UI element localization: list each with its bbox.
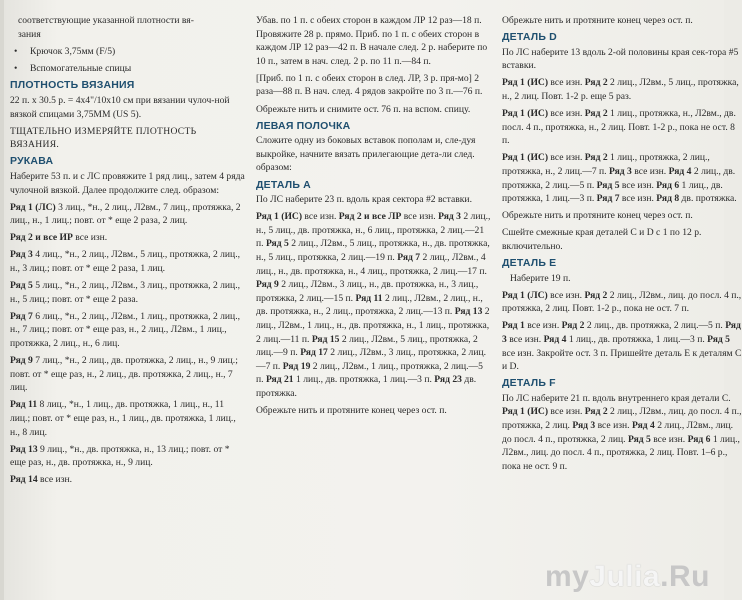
- row-instruction: [10, 279, 246, 306]
- row-text: 2 лиц., Л2вм., 5 лиц., протяжка, н., 2 лиц. Повт. 1-2 р. еще 5 раз.: [502, 77, 739, 102]
- row-label: Ряд 3: [572, 420, 596, 432]
- column-3: [502, 14, 742, 477]
- row-label: Ряд 1 (ИС): [502, 77, 549, 89]
- paragraph: Наберите 19 п.: [510, 272, 571, 284]
- row-instruction: [10, 473, 246, 487]
- row-label: Ряд 11: [355, 292, 383, 304]
- row-label: Ряд 1 (ЛС): [10, 201, 56, 213]
- row-label: Ряд 9: [256, 279, 279, 291]
- row-label: Ряд 2: [584, 77, 608, 89]
- paragraph: Обрежьте нить и протяните конец через ост. п.: [502, 15, 693, 26]
- row-label: Ряд 1 (ИС): [502, 108, 549, 120]
- row-instruction: [10, 201, 246, 228]
- row-text: все изн.: [548, 406, 585, 418]
- section-heading: РУКАВА: [10, 155, 54, 168]
- row-text: все изн.: [548, 152, 585, 164]
- row-text: 2 лиц., Л2вм., 2 лиц., н., дв. протяжка, н., 2 лиц., протяжка, 2 лиц.—13 п.: [256, 292, 483, 318]
- row-text: 2 лиц., Л2вм., лиц. до посл. 4 п., протяжка, 2 лиц.: [502, 420, 734, 445]
- row-text: дв. протяжка.: [256, 374, 477, 399]
- row-text: все изн.: [631, 165, 669, 177]
- row-instructions-block: [256, 210, 492, 400]
- column-2: [256, 14, 492, 421]
- row-text: 5 лиц., *н., 2 лиц., Л2вм., 3 лиц., протяжка, 2 лиц., н., 5 лиц.; повт. от * еще 2 раза.: [10, 280, 240, 305]
- paragraph: Убав. по 1 п. с обеих сторон в каждом ЛР 12 раз—18 п. Провяжите 28 р. прямо. Приб. по 1 п. с обеих сторон в каждом ЛР 12 раз—42 п. В начале след. 2 р. наберите по 10 п., затем в нач. след. 2 р. по 11 п.—84 п.: [256, 15, 488, 67]
- row-label: Ряд 1 (ИС): [502, 152, 549, 164]
- row-text: 1 лиц., протяжка, 2 лиц., протяжка, н., 2 лиц.—7 п.: [502, 152, 710, 177]
- row-text: все изн.: [401, 211, 439, 223]
- section-heading: ЛЕВАЯ ПОЛОЧКА: [256, 119, 351, 132]
- row-text: все изн.: [650, 433, 688, 445]
- row-text: все изн.: [619, 179, 657, 191]
- row-label: Ряд 8: [656, 193, 680, 205]
- row-label: Ряд 15: [311, 333, 340, 345]
- paragraph: Обрежьте нить и протяните конец через ост. п.: [502, 210, 693, 222]
- row-text: По ЛС наберите 21 п. вдоль внутреннего края детали С.: [502, 392, 731, 404]
- section-heading: ДЕТАЛЬ F: [502, 377, 556, 390]
- row-text: 2 лиц., Л2вм., 3 лиц., протяжка, 2 лиц.—7 п.: [256, 347, 486, 372]
- row-text: 1 лиц., дв. протяжка, 1 лиц.—3 п.: [293, 374, 435, 386]
- row-text: 2 лиц., дв. протяжка, 2 лиц.—5 п.: [584, 320, 726, 332]
- row-label: Ряд 21: [265, 374, 294, 386]
- row-instruction: [10, 443, 246, 470]
- row-text: дв. протяжка.: [679, 193, 737, 205]
- row-instruction: [10, 354, 246, 395]
- row-label: Ряд 19: [282, 360, 311, 372]
- row-instruction: [502, 107, 742, 148]
- row-label: Ряд 4: [543, 333, 567, 345]
- row-label: Ряд 1 (ИС): [502, 406, 549, 418]
- row-text: все изн.: [595, 420, 632, 432]
- row-text: все изн.: [619, 193, 657, 205]
- row-text: все изн.: [506, 333, 544, 345]
- paragraph: Сложите одну из боковых вставок пополам и, сле-дуя выкройке, начните вязать прилегающие дета-ли след. образом:: [256, 135, 476, 174]
- row-text: 2 лиц., Л2вм., лиц. до посл. 4 п., протяжка, 2 лиц. Повт. 1-2 р., пока не ост. 7 п.: [502, 289, 742, 315]
- row-label: Ряд 13: [10, 443, 38, 455]
- logo-part: my: [544, 560, 590, 593]
- paragraph: По ЛС наберите 13 вдоль 2-ой половины края сек-тора #5 вставки.: [502, 46, 739, 72]
- row-text: 2 лиц., Л2вм., 5 лиц., протяжка, 2 лиц.—9 п.: [256, 333, 478, 359]
- logo-part: .Ru: [660, 560, 710, 593]
- row-text: все изн. Закройте ост. 3 п. Пришейте деталь Е к деталям С и D.: [502, 347, 742, 373]
- row-label: Ряд 7: [596, 193, 620, 205]
- row-text: 2 лиц., Л2вм., 1 лиц., н., дв. протяжка, н., 1 лиц., протяжка, 2 лиц.—11 п.: [256, 306, 490, 345]
- row-instruction: [10, 248, 246, 275]
- row-text: 3 лиц., *н., 2 лиц., Л2вм., 7 лиц., протяжка, 2 лиц., н., 1 лиц.; повт. от * еще 2 раза, 2 лиц.: [10, 201, 241, 227]
- row-label: Ряд 2: [584, 152, 608, 164]
- row-text: 4 лиц., *н., 2 лиц., Л2вм., 5 лиц., протяжка, 2 лиц., н., 3 лиц.; повт. от * еще 2 раза, 1 лиц.: [10, 249, 240, 274]
- row-text: 1 лиц., дв. протяжка, 1 лиц.—3 п.: [566, 333, 708, 345]
- row-text: 1 лиц., протяжка, н., Л2вм., дв. посл. 4 п., протяжка, н., 2 лиц. Повт. 1-2 р., пока не ост. 8 п.: [502, 108, 736, 147]
- row-text: все изн.: [72, 232, 108, 244]
- row-text: все изн.: [524, 320, 562, 332]
- row-label: Ряд 7: [10, 310, 33, 322]
- paragraph: Обрежьте нить и протяните конец через ост. п.: [256, 405, 447, 417]
- row-text: 2 лиц., Л2вм., 3 лиц., н., дв. протяжка, н., 3 лиц., протяжка, 2 лиц.—15 п.: [256, 279, 479, 304]
- row-label: Ряд 4: [668, 165, 692, 177]
- row-instruction: [502, 319, 742, 373]
- section-heading: ДЕТАЛЬ А: [256, 178, 311, 191]
- section-heading: ПЛОТНОСТЬ ВЯЗАНИЯ: [10, 79, 135, 92]
- text-line: зания: [18, 29, 41, 41]
- row-label: Ряд 2: [584, 289, 608, 301]
- row-text: все изн.: [548, 108, 585, 120]
- row-label: Ряд 2 и все ЛР: [338, 211, 402, 223]
- row-label: Ряд 11: [10, 399, 38, 411]
- logo-part: Julia: [589, 560, 661, 593]
- section-heading: ДЕТАЛЬ E: [502, 257, 557, 269]
- row-text: 2 лиц., дв. протяжка, 2 лиц.—5 п.: [502, 165, 736, 191]
- row-text: все изн.: [548, 77, 585, 89]
- row-instruction: [10, 310, 246, 351]
- row-text: 1 лиц., Л2вм., лиц. до посл. 4 п., протяжка, 2 лиц. Повт. 1–6 р., пока не ост. 9 п.: [502, 433, 740, 472]
- row-text: 2 лиц., Л2вм., лиц. до посл. 4 п., протяжка, 2 лиц.: [502, 406, 742, 432]
- paragraph: 22 п. х 30.5 р. = 4х4"/10х10 см при вязании чулоч-ной вязкой спицами 3,75ММ (US 5).: [10, 94, 230, 120]
- row-label: Ряд 5: [265, 238, 289, 250]
- list-item: • Вспомогательные спицы: [10, 62, 246, 76]
- row-label: Ряд 5: [707, 333, 730, 345]
- row-text: 7 лиц., *н., 2 лиц., дв. протяжка, 2 лиц., н., 9 лиц.; повт. от * еще раз, н., 2 лиц., дв. протяжка, 2 лиц., н., 7 лиц.: [10, 355, 238, 394]
- row-label: Ряд 1: [502, 320, 525, 332]
- row-instruction: [502, 392, 742, 474]
- row-label: Ряд 9: [10, 355, 33, 367]
- row-text: 2 лиц., Л2вм., 4 лиц., н., дв. протяжка, н., 4 лиц., протяжка, 2 лиц.—17 п.: [256, 252, 487, 277]
- row-text: 2 лиц., Л2вм., 1 лиц., протяжка, 2 лиц.—5 п.: [256, 360, 483, 386]
- section-heading: ДЕТАЛЬ D: [502, 31, 557, 44]
- row-text: все изн.: [302, 211, 339, 223]
- row-label: Ряд 2 и все ИР: [10, 232, 73, 244]
- paragraph: Обрежьте нить и снимите ост. 76 п. на вспом. спицу.: [256, 103, 471, 115]
- paragraph: [Приб. по 1 п. с обеих сторон в след. ЛР, 3 р. пря-мо] 2 раза—88 п. В нач. след. 4 рядов закройте по 3 п.—76 п.: [256, 72, 483, 98]
- row-label: Ряд 3: [438, 211, 461, 223]
- row-label: Ряд 14: [10, 474, 38, 486]
- row-label: Ряд 1 (ЛС): [502, 289, 548, 301]
- row-text: 1 лиц., дв. протяжка, 1 лиц.—3 п.: [502, 179, 723, 205]
- row-label: Ряд 6: [687, 433, 711, 445]
- row-label: Ряд 7: [397, 252, 421, 263]
- row-instruction: [502, 76, 742, 103]
- row-text: 6 лиц., *н., 2 лиц., Л2вм., 1 лиц., протяжка, 2 лиц., н., 7 лиц.; повт. от * еще раз, н., 2 лиц., Л2вм., 1 лиц., протяжка, 2 лиц., н., 6 лиц.: [10, 310, 240, 349]
- row-label: Ряд 2: [584, 108, 608, 120]
- row-label: Ряд 5: [596, 179, 620, 191]
- page-gutter: [0, 0, 4, 600]
- paragraph: Наберите 53 п. и с ЛС провяжите 1 ряд лиц., затем 4 ряда чулочной вязкой. Далее продолжите след. образом:: [10, 170, 245, 196]
- watermark-logo: [545, 560, 710, 594]
- row-label: Ряд 3: [608, 165, 632, 177]
- row-label: Ряд 5: [627, 433, 651, 445]
- row-label: Ряд 23: [434, 374, 462, 386]
- row-text: 2 лиц., Л2вм., 5 лиц., протяжка, н., дв. протяжка, н., 5 лиц., протяжка, 2 лиц.—19 п.: [256, 238, 490, 263]
- row-instruction: [502, 151, 742, 205]
- row-label: Ряд 4: [631, 420, 655, 432]
- text-line: соответствующие указанной плотности вя-: [18, 15, 194, 26]
- row-text: 2 лиц., н., 5 лиц., дв. протяжка, н., 6 лиц., протяжка, 2 лиц.—21 п.: [256, 211, 491, 250]
- row-label: Ряд 1 (ИС): [256, 211, 303, 223]
- row-instruction: [502, 289, 742, 316]
- row-label: Ряд 6: [656, 179, 680, 191]
- row-label: Ряд 2: [561, 320, 585, 332]
- paragraph: Сшейте смежные края деталей С и D с 1 по 12 р. включительно.: [502, 227, 702, 252]
- row-label: Ряд 5: [10, 280, 33, 292]
- row-label: Ряд 3: [502, 320, 741, 345]
- row-label: Ряд 2: [584, 406, 608, 418]
- row-instruction: [10, 398, 246, 439]
- row-label: Ряд 13: [454, 306, 483, 318]
- paragraph: ТЩАТЕЛЬНО ИЗМЕРЯЙТЕ ПЛОТНОСТЬ ВЯЗАНИЯ.: [10, 125, 197, 151]
- row-text: 8 лиц., *н., 1 лиц., дв. протяжка, 1 лиц., н., 11 лиц.; повт. от * еще раз, н., 1 лиц., дв. протяжка, 1 лиц., н., 8 лиц.: [10, 399, 236, 438]
- row-label: Ряд 17: [300, 347, 328, 359]
- column-1: [10, 14, 246, 490]
- paragraph: По ЛС наберите 23 п. вдоль края сектора #2 вставки.: [256, 194, 472, 206]
- row-text: 9 лиц., *н., дв. протяжка, н., 13 лиц.; повт. от * еще раз, н., дв. протяжка, н., 9 лиц.: [10, 443, 230, 469]
- row-text: все изн.: [547, 289, 585, 301]
- row-text: все изн.: [37, 474, 73, 486]
- row-label: Ряд 3: [10, 249, 33, 261]
- list-item: • Крючок 3,75мм (F/5): [10, 45, 246, 59]
- row-instruction: [10, 231, 246, 245]
